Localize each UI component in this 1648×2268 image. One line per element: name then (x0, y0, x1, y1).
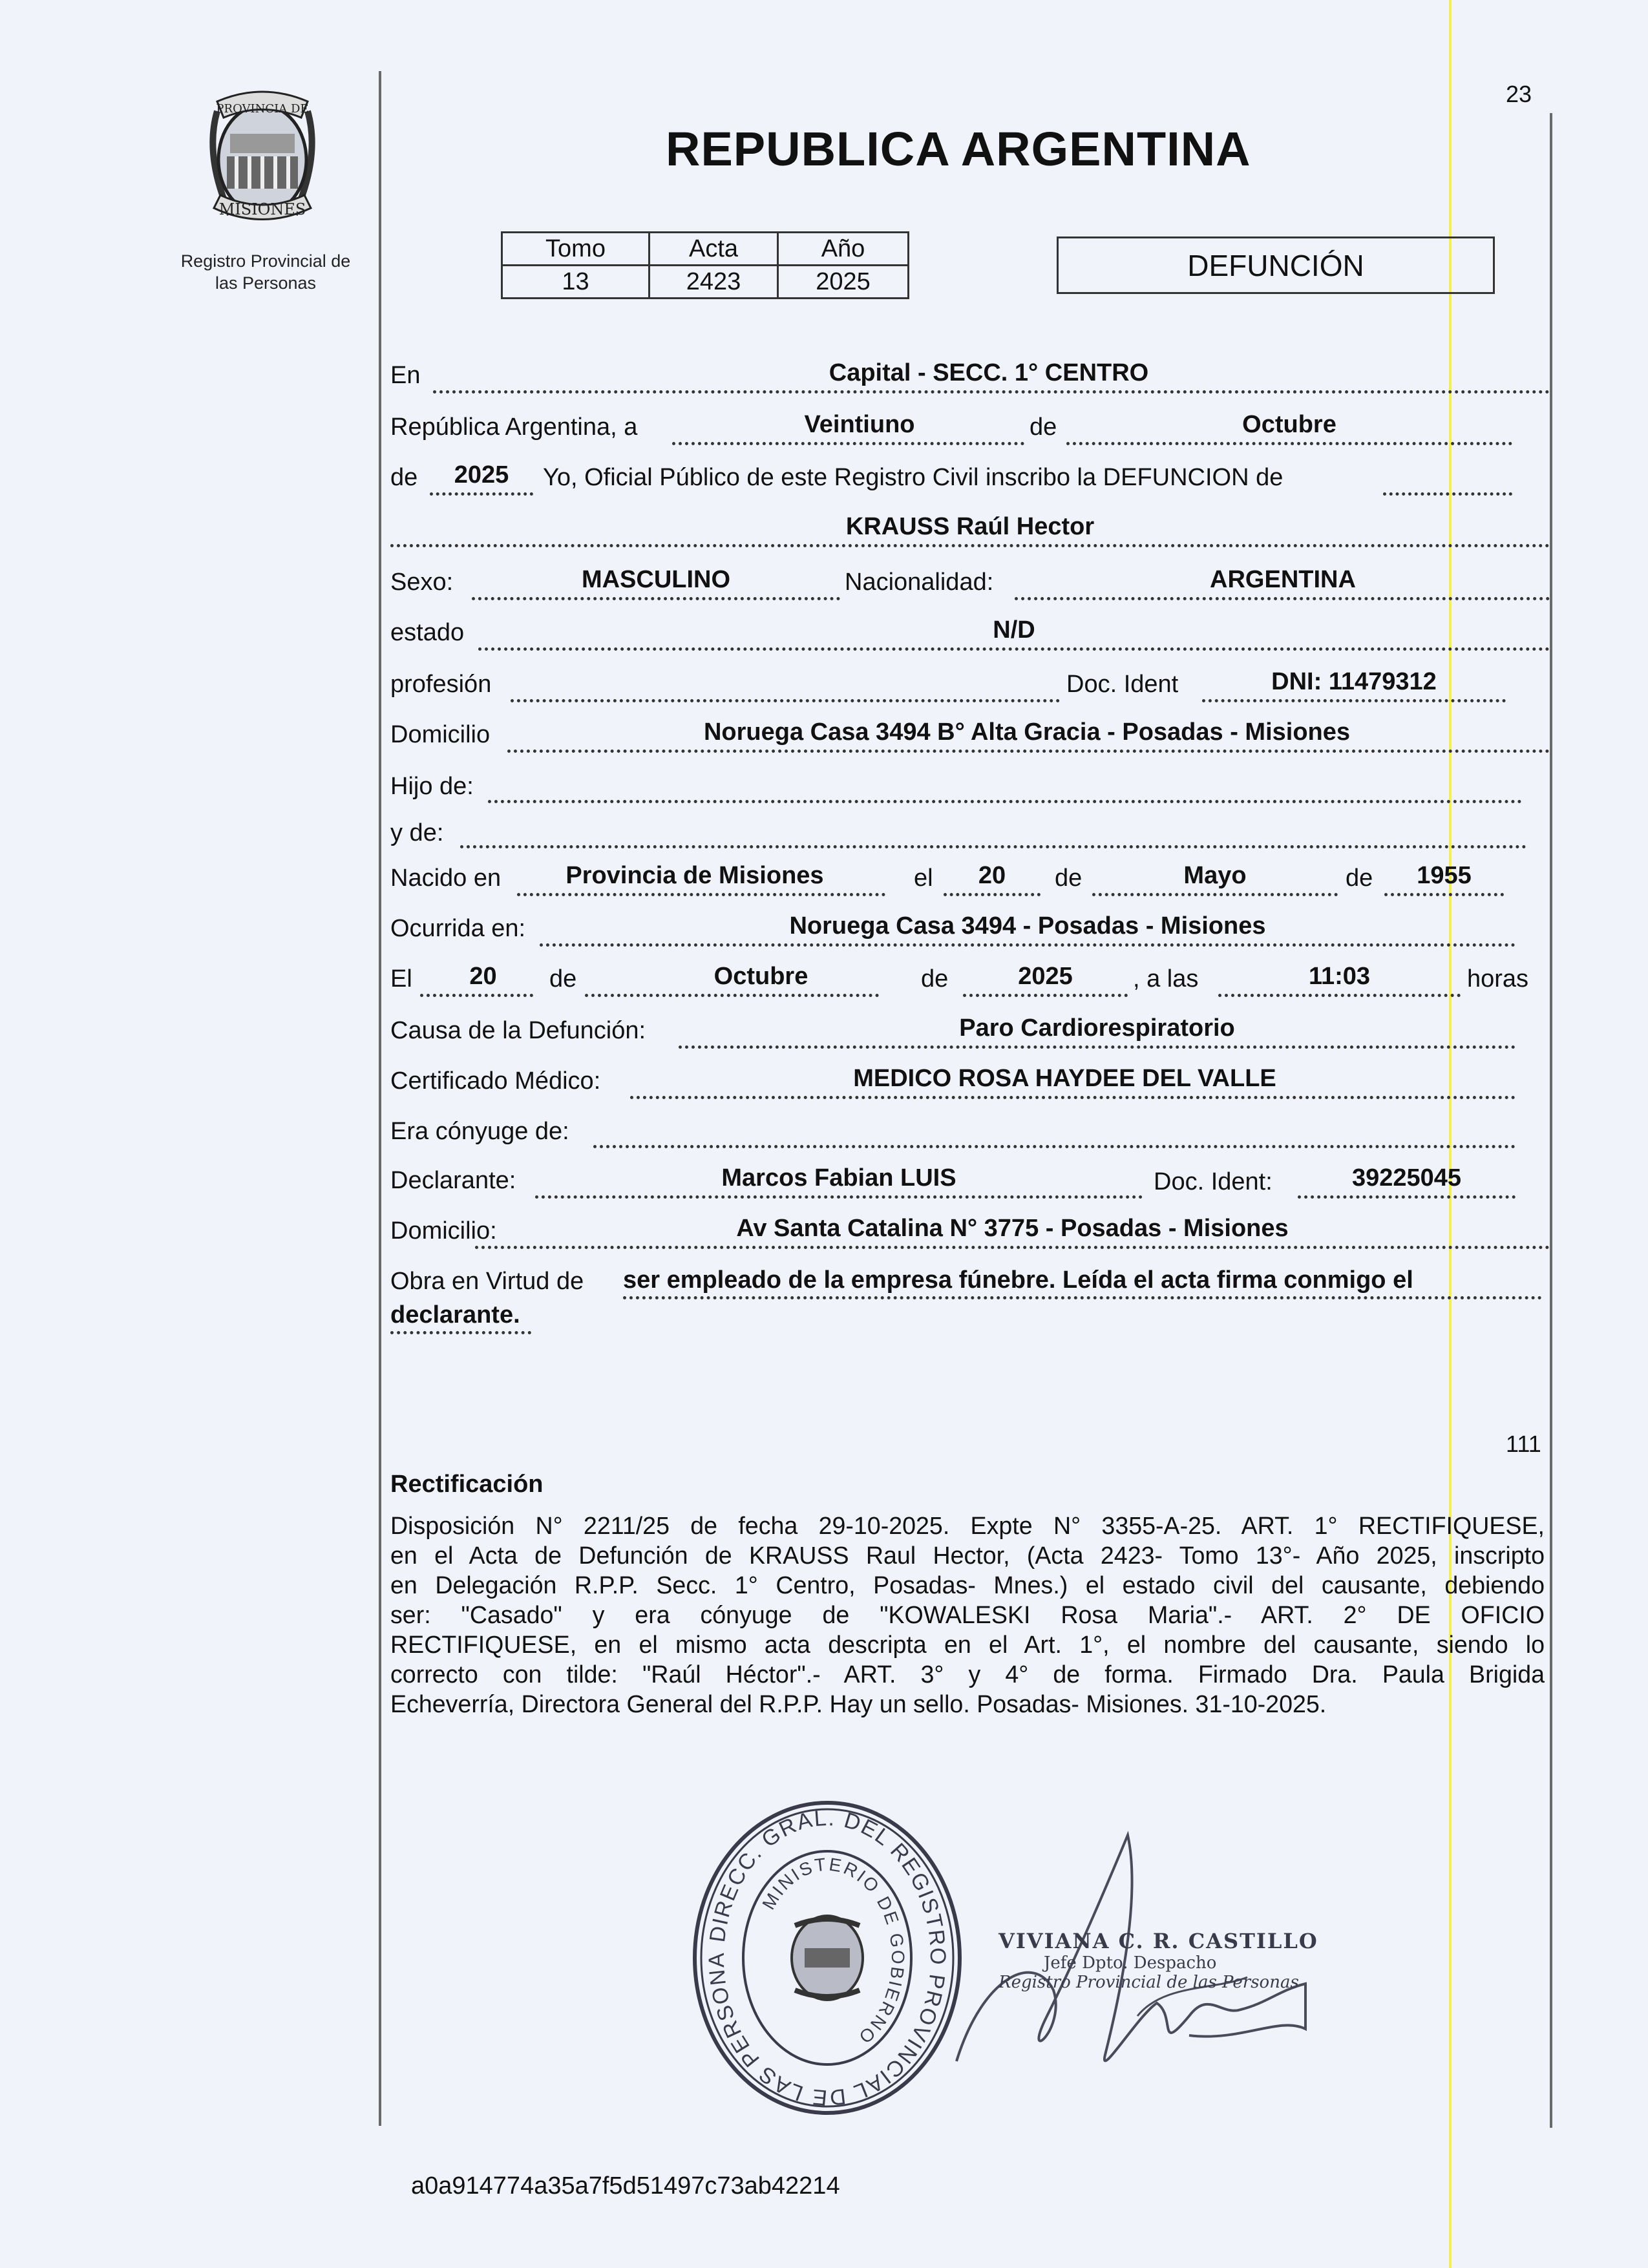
sex-label: Sexo: (390, 569, 454, 596)
rectification-line: en Delegación R.P.P. Secc. 1° Centro, Posadas- Mnes.) el estado civil del causante, debiendo (390, 1571, 1545, 1599)
page-title: REPUBLICA ARGENTINA (666, 122, 1251, 176)
death-year-line (963, 994, 1128, 997)
record-type-box (1057, 236, 1495, 294)
address-value: Noruega Casa 3494 B° Alta Gracia - Posadas - Misiones (703, 719, 1351, 746)
highlight-margin-line (1449, 0, 1452, 2268)
address-label: Domicilio (390, 721, 491, 748)
death-day-value: 20 (469, 963, 497, 990)
cause-label: Causa de la Defunción: (390, 1017, 646, 1044)
acta-header: Acta (650, 233, 778, 266)
civil-status-value: N/D (993, 616, 1035, 644)
and-of-line (460, 845, 1527, 848)
sex-value: MASCULINO (581, 566, 731, 593)
civil-status-line (478, 647, 1550, 651)
rectification-title: Rectificación (390, 1471, 544, 1498)
place-value: Capital - SECC. 1° CENTRO (829, 359, 1149, 386)
de-label-5: de (549, 965, 577, 992)
birth-place-line (517, 893, 885, 896)
declarant-label: Declarante: (390, 1167, 516, 1194)
death-time-line (1218, 994, 1461, 997)
spouse-label: Era cónyuge de: (390, 1118, 569, 1145)
by-virtue-rule-1 (623, 1296, 1542, 1299)
doc-label: Doc. Ident (1066, 671, 1179, 698)
left-margin-rule (379, 71, 381, 2126)
seal-inner-text: MINISTERIO DE GOBIERNO (758, 1854, 909, 2049)
el-label-2: El (390, 965, 412, 992)
official-stamp (685, 1796, 969, 2119)
sex-line (472, 597, 840, 600)
profession-line (511, 699, 1060, 702)
misiones-coat-of-arms-icon (191, 85, 333, 234)
statement-text: Yo, Oficial Público de este Registro Civil inscribo la DEFUNCION de (543, 464, 1284, 491)
by-virtue-line-1: ser empleado de la empresa fúnebre. Leída el acta firma conmigo el (623, 1266, 1413, 1294)
issuer-line-1: Registro Provincial de (180, 251, 351, 271)
born-label: Nacido en (390, 865, 502, 892)
by-virtue-label: Obra en Virtud de (390, 1268, 584, 1295)
death-place-line (540, 943, 1516, 947)
record-reference-table (501, 231, 909, 299)
issuer-caption (159, 250, 372, 294)
statement-line (1383, 492, 1512, 496)
son-of-line (488, 800, 1522, 803)
place-line (433, 390, 1550, 394)
anio-value: 2025 (778, 266, 909, 299)
republic-label: República Argentina, a (390, 414, 638, 441)
svg-text:MISIONES: MISIONES (218, 200, 306, 218)
day-words-value: Veintiuno (804, 411, 915, 438)
signatory-role: Jefe Dpto. Despacho (1044, 1953, 1217, 1973)
death-day-line (420, 994, 533, 997)
de-label-3: de (1055, 865, 1083, 892)
declarant-doc-line (1298, 1195, 1516, 1199)
document-hash: a0a914774a35a7f5d51497c73ab42214 (411, 2172, 840, 2200)
death-time-value: 11:03 (1308, 963, 1371, 990)
death-place-value: Noruega Casa 3494 - Posadas - Misiones (789, 912, 1266, 940)
rectification-line: RECTIFIQUESE, en el mismo acta descripta en el Art. 1°, el nombre del causante, siendo lo (390, 1631, 1545, 1658)
el-label-1: el (914, 865, 933, 892)
rectification-line: Disposición N° 2211/25 de fecha 29-10-2025. Expte N° 3355-A-25. ART. 1° RECTIFIQUESE, (390, 1512, 1545, 1539)
birth-month-line (1092, 893, 1338, 896)
en-label: En (390, 362, 421, 389)
year-value: 2025 (454, 461, 509, 488)
certificate-line (630, 1096, 1516, 1099)
rectification-line: correcto con tilde: "Raúl Héctor".- ART. 3° y 4° de forma. Firmado Dra. Paula Brigida (390, 1661, 1545, 1688)
tomo-value: 13 (502, 266, 650, 299)
rectification-line: Echeverría, Directora General del R.P.P. Hay un sello. Posadas- Misiones. 31-10-2025. (390, 1690, 1327, 1717)
death-year-value: 2025 (1018, 963, 1073, 990)
by-virtue-rule-2 (390, 1331, 531, 1334)
page-number: 23 (1506, 81, 1532, 107)
birth-day-value: 20 (978, 862, 1006, 889)
declarant-doc-value: 39225045 (1351, 1164, 1462, 1192)
province-logo (191, 85, 333, 234)
de-label-2: de (390, 464, 418, 491)
issuer-line-2: las Personas (215, 273, 317, 293)
birth-month-value: Mayo (1183, 862, 1247, 889)
de-label-4: de (1346, 865, 1373, 892)
spouse-line (593, 1145, 1516, 1148)
rectification-body (390, 1511, 1545, 1719)
de-label-6: de (921, 965, 949, 992)
declarant-value: Marcos Fabian LUIS (721, 1164, 956, 1192)
rectification-line: en el Acta de Defunción de KRAUSS Raul Hector, (Acta 2423- Tomo 13°- Año 2025, inscripto (390, 1542, 1545, 1569)
birth-day-line (944, 893, 1041, 896)
death-month-value: Octubre (713, 963, 808, 990)
cause-value: Paro Cardiorespiratorio (959, 1014, 1235, 1042)
registry-seal-icon (685, 1796, 969, 2119)
at-label: , a las (1133, 965, 1199, 992)
nationality-label: Nacionalidad: (845, 569, 994, 596)
month-value: Octubre (1242, 411, 1336, 438)
profession-label: profesión (390, 671, 492, 698)
death-month-line (585, 994, 879, 997)
folio-number: 111 (1506, 1431, 1541, 1457)
address-line (507, 750, 1550, 753)
de-label-1: de (1030, 414, 1057, 441)
deceased-line (390, 544, 1550, 547)
nationality-value: ARGENTINA (1210, 566, 1356, 593)
declarant-address-label: Domicilio: (390, 1217, 497, 1244)
and-of-label: y de: (390, 819, 444, 846)
seal-outer-text: DIRECC. GRAL. DEL REGISTRO PROVINCIAL DE LAS PERSONA (704, 1805, 951, 2110)
deceased-name: KRAUSS Raúl Hector (845, 513, 1095, 540)
certificate-value: MEDICO ROSA HAYDEE DEL VALLE (853, 1065, 1276, 1092)
hours-label: horas (1467, 965, 1529, 992)
son-of-label: Hijo de: (390, 773, 474, 800)
signatory-name: VIVIANA C. R. CASTILLO (998, 1929, 1318, 1953)
civil-status-label: estado (390, 619, 465, 646)
certificate-label: Certificado Médico: (390, 1067, 601, 1095)
year-line (430, 492, 533, 496)
doc-line (1202, 699, 1506, 702)
svg-text:PROVINCIA DE: PROVINCIA DE (216, 102, 309, 116)
nationality-line (1015, 597, 1550, 600)
occurred-label: Ocurrida en: (390, 915, 526, 942)
declarant-doc-label: Doc. Ident: (1154, 1168, 1273, 1195)
day-words-line (672, 442, 1024, 445)
declarant-address-line (475, 1246, 1550, 1249)
declarant-line (535, 1195, 1143, 1199)
acta-value: 2423 (650, 266, 778, 299)
tomo-header: Tomo (502, 233, 650, 266)
declarant-address-value: Av Santa Catalina N° 3775 - Posadas - Misiones (736, 1215, 1289, 1242)
right-margin-rule (1550, 113, 1552, 2128)
record-type: DEFUNCIÓN (1187, 248, 1364, 282)
rectification-line: ser: "Casado" y era cónyuge de "KOWALESKI Rosa Maria".- ART. 2° DE OFICIO (390, 1601, 1545, 1628)
cause-line (679, 1045, 1516, 1049)
month-line (1066, 442, 1512, 445)
by-virtue-line-2: declarante. (390, 1301, 520, 1328)
signatory-office: Registro Provincial de las Personas (998, 1973, 1299, 1992)
birth-place-value: Provincia de Misiones (565, 862, 824, 889)
birth-year-line (1384, 893, 1504, 896)
anio-header: Año (778, 233, 909, 266)
doc-value: DNI: 11479312 (1271, 668, 1437, 695)
birth-year-value: 1955 (1417, 862, 1472, 889)
signatory-block (998, 1929, 1318, 1992)
